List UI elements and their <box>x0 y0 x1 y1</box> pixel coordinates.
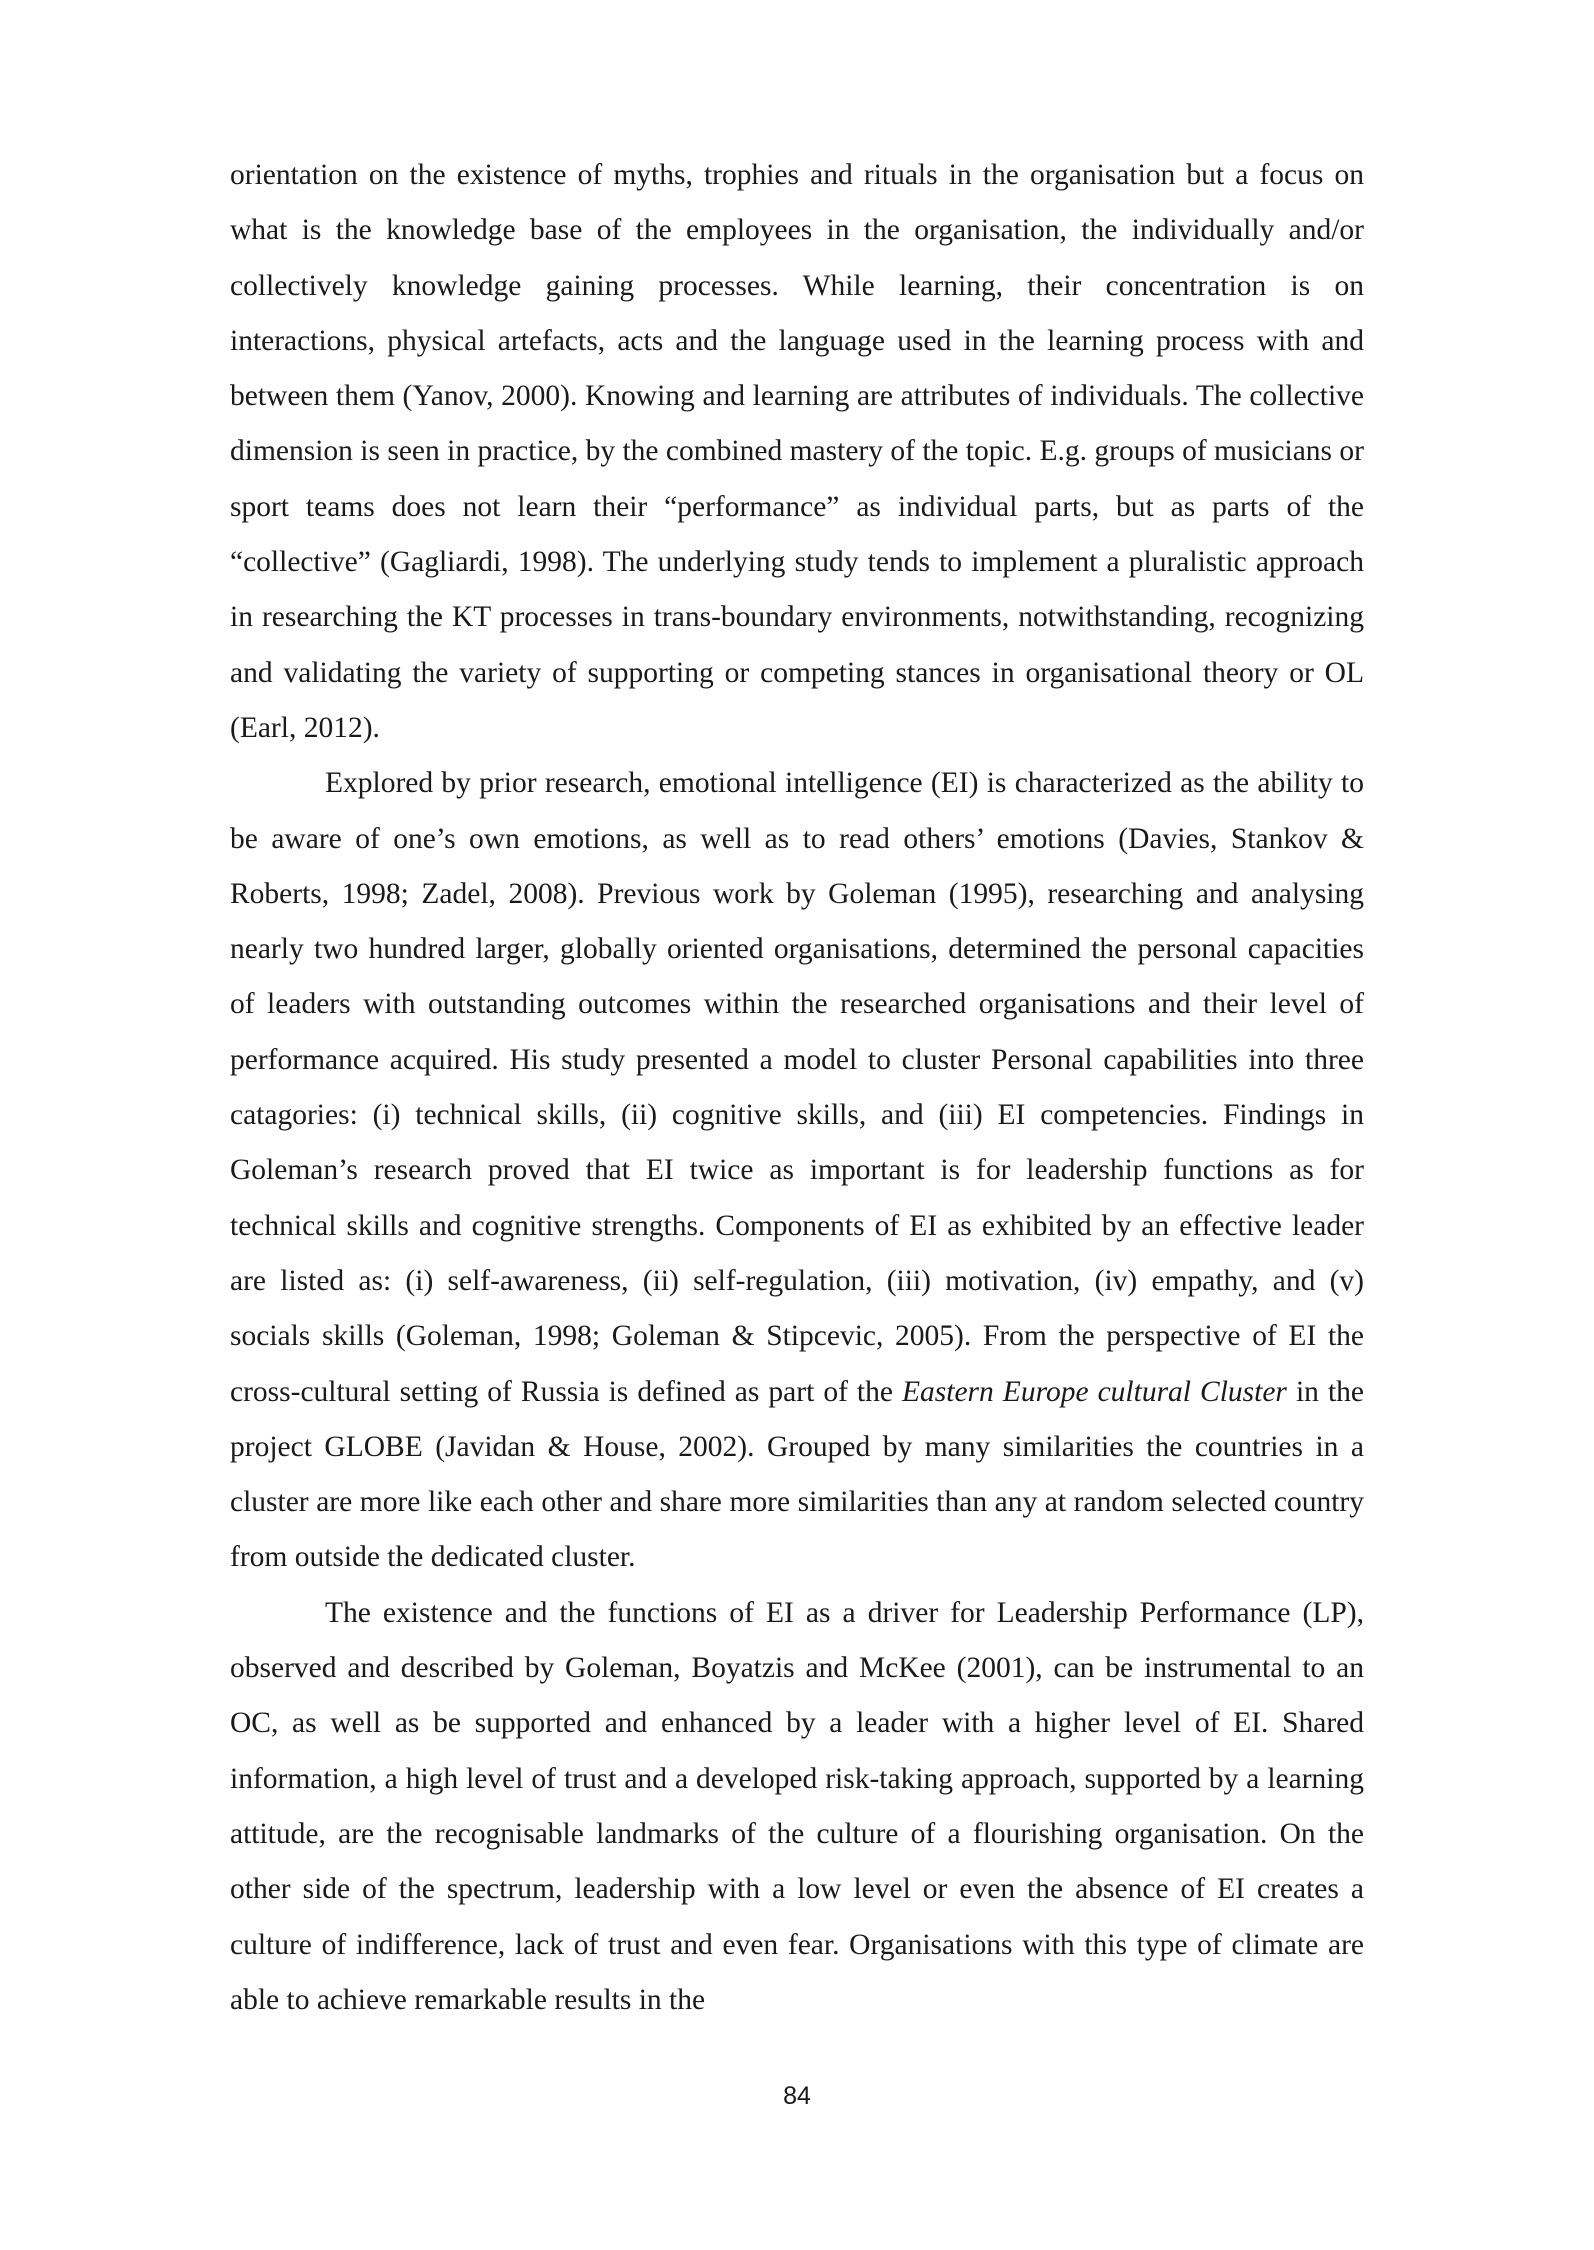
paragraph-2-text-a: Explored by prior research, emotional intelligence (EI) is characterized as the ability to be aware of one’s own emotions, as well as to read others’ emotions (Davies, Stankov & Roberts, 1998; Zadel, 2008). Previous work by Goleman (1995), researching and analysing nearly two hundred larger, globally oriented organisations, determined the personal capacities of leaders with outstanding outcomes within the researched organisations and their level of performance acquired. His study presented a model to cluster Personal capabilities into three catagories: (i) technical skills, (ii) cognitive skills, and (iii) EI competencies. Findings in Goleman’s research proved that EI twice as important is for leadership functions as for technical skills and cognitive strengths. Components of EI as exhibited by an effective leader are listed as: (i) self-awareness, (ii) self-regulation, (iii) motivation, (iv) empathy, and (v) socials skills (Goleman, 1998; Goleman & Stipcevic, 2005). From the perspective of EI the cross-cultural setting of Russia is defined as part of the <box>230 767 1364 1408</box>
paragraph-1-text: orientation on the existence of myths, trophies and rituals in the organisation but a focus on what is the knowledge base of the employees in the organisation, the individually and/or collectively knowledge gaining processes. While learning, their concentration is on interactions, physical artefacts, acts and the language used in the learning process with and between them (Yanov, 2000). Knowing and learning are attributes of individuals. The collective dimension is seen in practice, by the combined mastery of the topic. E.g. groups of musicians or sport teams does not learn their “performance” as individual parts, but as parts of the “collective” (Gagliardi, 1998). The underlying study tends to implement a pluralistic approach in researching the KT processes in trans-boundary environments, notwithstanding, recognizing and validating the variety of supporting or competing stances in organisational theory or OL (Earl, 2012). <box>230 159 1364 744</box>
paragraph-3 <box>230 1586 1364 2028</box>
paragraph-2-text-b: in the project GLOBE (Javidan & House, 2002). Grouped by many similarities the countries in a cluster are more like each other and share more similarities than any at random selected country from outside the dedicated cluster. <box>230 1375 1364 1574</box>
page-number: 84 <box>783 2082 811 2110</box>
paragraph-2 <box>230 756 1364 1585</box>
paragraph-3-text: The existence and the functions of EI as a driver for Leadership Performance (LP), observed and described by Goleman, Boyatzis and McKee (2001), can be instrumental to an OC, as well as be supported and enhanced by a leader with a higher level of EI. Shared information, a high level of trust and a developed risk-taking approach, supported by a learning attitude, are the recognisable landmarks of the culture of a flourishing organisation. On the other side of the spectrum, leadership with a low level or even the absence of EI creates a culture of indifference, lack of trust and even fear. Organisations with this type of climate are able to achieve remarkable results in the <box>230 1596 1364 2016</box>
paragraph-2-italic-term: Eastern Europe cultural Cluster <box>902 1375 1287 1408</box>
body-text <box>230 148 1364 2028</box>
paragraph-1 <box>230 148 1364 756</box>
